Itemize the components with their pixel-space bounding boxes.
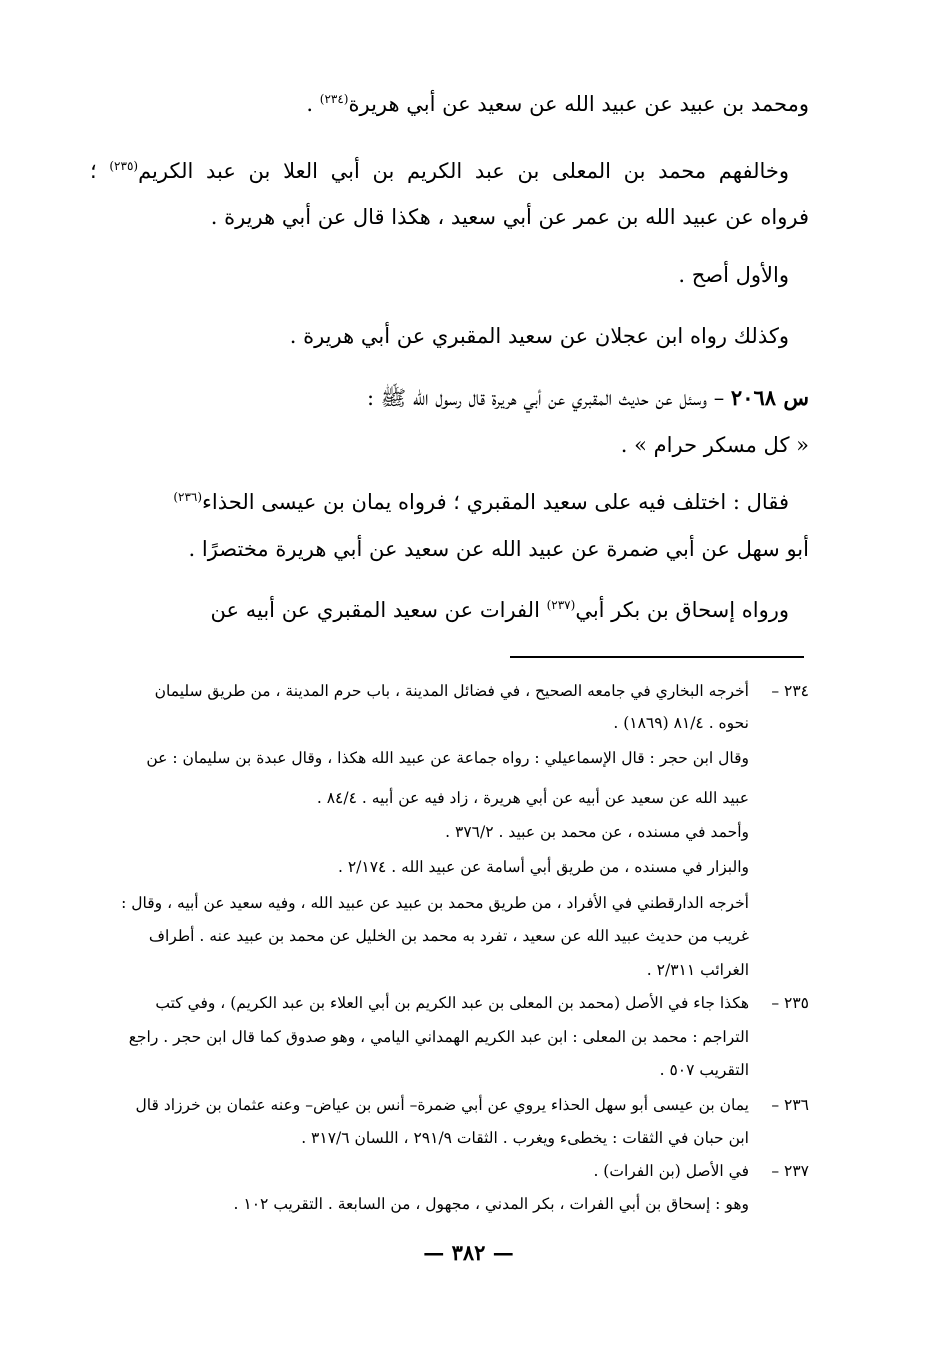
footnote-text: يمان بن عيسى أبو سهل الحذاء يروي عن أبي ضمرة– أنس بن عياض– وعنه عثمان بن خرزاد قال — [135, 1096, 749, 1114]
footnote-text: أخرجه الدارقطني في الأفراد ، من طريق محمد بن عبيد عن عبيد الله ، وفيه سعيد عن أبيه ، وقال : — [121, 894, 749, 912]
paragraph-line: وخالفهم محمد بن المعلى بن عبد الكريم بن أبي العلا بن عبد الكريم$^{(٢٣٥)}$ ؛ — [90, 159, 789, 183]
footnote-ref: (٢٣٥) — [109, 159, 139, 173]
footnote-text: غريب من حديث عبيد الله عن سعيد ، تفرد به محمد بن الخليل عن محمد بن عبيد عنه . أطراف — [148, 927, 749, 945]
paragraph-line: وكذلك رواه ابن عجلان عن سعيد المقبري عن أبي هريرة . — [289, 324, 789, 348]
paragraph-line: « كل مسكر حرام » . — [620, 433, 809, 457]
footnote-divider — [510, 656, 804, 658]
footnote-text: عبيد الله عن سعيد عن أبيه عن أبي هريرة ، زاد فيه عن أبيه . ٨٤/٤ . — [316, 789, 749, 807]
line-text: ورواه إسحاق بن بكر أبي — [575, 598, 789, 622]
footnote-text: وهو : إسحاق بن أبي الفرات ، بكر المدني ، مجهول ، من السابعة . التقريب ١٠٢ . — [233, 1195, 749, 1213]
line-text: فقال : اختلف فيه على سعيد المقبري ؛ فرواه يمان بن عيسى الحذاء — [202, 490, 789, 514]
paragraph-line: ورواه إسحاق بن بكر أبي$^{(٢٣٧)}$ الفرات عن سعيد المقبري عن أبيه عن — [210, 598, 789, 622]
footnote-number: ٢٣٥ – — [771, 994, 809, 1012]
footnote-text: في الأصل (بن الفرات) . — [593, 1162, 749, 1180]
page-number: — ٣٨٢ — — [423, 1240, 514, 1265]
line-text: ومحمد بن عبيد عن عبيد الله عن سعيد عن أبي هريرة — [348, 92, 809, 116]
paragraph-line — [90, 484, 789, 520]
footnote-number: ٢٣٧ – — [771, 1162, 809, 1180]
paragraph-line: ومحمد بن عبيد عن عبيد الله عن سعيد عن أبي هريرة$^{(٢٣٤)}$ . — [306, 92, 809, 116]
footnote-text: الغرائب ٢/٣١١ . — [646, 961, 749, 979]
footnote-text: نحوه . ٨١/٤ (١٨٦٩) . — [613, 714, 749, 732]
line-text: – وسئل عن حديث المقبري عن أبي هريرة قال رسول الله ﷺ : — [367, 386, 731, 410]
footnote-number: ٢٣٤ – — [771, 682, 809, 700]
footnote-text: وقال ابن حجر : قال الإسماعيلي : رواه جماعة عن عبيد الله هكذا ، وقال عبدة بن سليمان : عن — [146, 749, 749, 767]
question-number: س ٢٠٦٨ — [730, 385, 809, 410]
footnote-text: التراجم : محمد بن المعلى : ابن عبد الكريم الهمداني اليامي ، وهو صدوق كما قال ابن حجر . راجع — [128, 1028, 749, 1046]
paragraph-line: أبو سهل عن أبي ضمرة عن عبيد الله عن سعيد عن أبي هريرة مختصرًا . — [188, 537, 809, 561]
footnote-ref: (٢٣٧) — [546, 598, 576, 612]
question-line — [90, 380, 809, 416]
footnote-text: التقريب ٥٠٧ . — [659, 1061, 749, 1079]
footnote-ref: (٢٣٤) — [319, 92, 349, 106]
footnote-text: وأحمد في مسنده ، عن محمد بن عبيد . ٣٧٦/٢ . — [445, 823, 749, 841]
footnote-number: ٢٣٦ – — [771, 1096, 809, 1114]
footnote-text: هكذا جاء في الأصل (محمد بن المعلى بن عبد الكريم بن أبي العلاء بن عبد الكريم) ، وفي كتب — [155, 994, 749, 1012]
paragraph-line: والأول أصح . — [678, 263, 789, 287]
footnote-text: ابن حبان في الثقات : يخطىء ويغرب . الثقات ٢٩١/٩ ، اللسان ٣١٧/٦ . — [301, 1129, 749, 1147]
footnote-text: أخرجه البخاري في جامعه الصحيح ، في فضائل المدينة ، باب حرم المدينة ، من طريق سليمان — [154, 682, 749, 700]
line-text: وخالفهم محمد بن المعلى بن عبد الكريم بن أبي العلا بن عبد الكريم — [138, 159, 789, 183]
footnote-text: والبزار في مسنده ، من طريق أبي أسامة عن عبيد الله . ٢/١٧٤ . — [337, 858, 749, 876]
footnote-ref: (٢٣٦) — [173, 490, 203, 504]
paragraph-line: فرواه عن عبيد الله بن عمر عن أبي سعيد ، هكذا قال عن أبي هريرة . — [210, 205, 809, 229]
